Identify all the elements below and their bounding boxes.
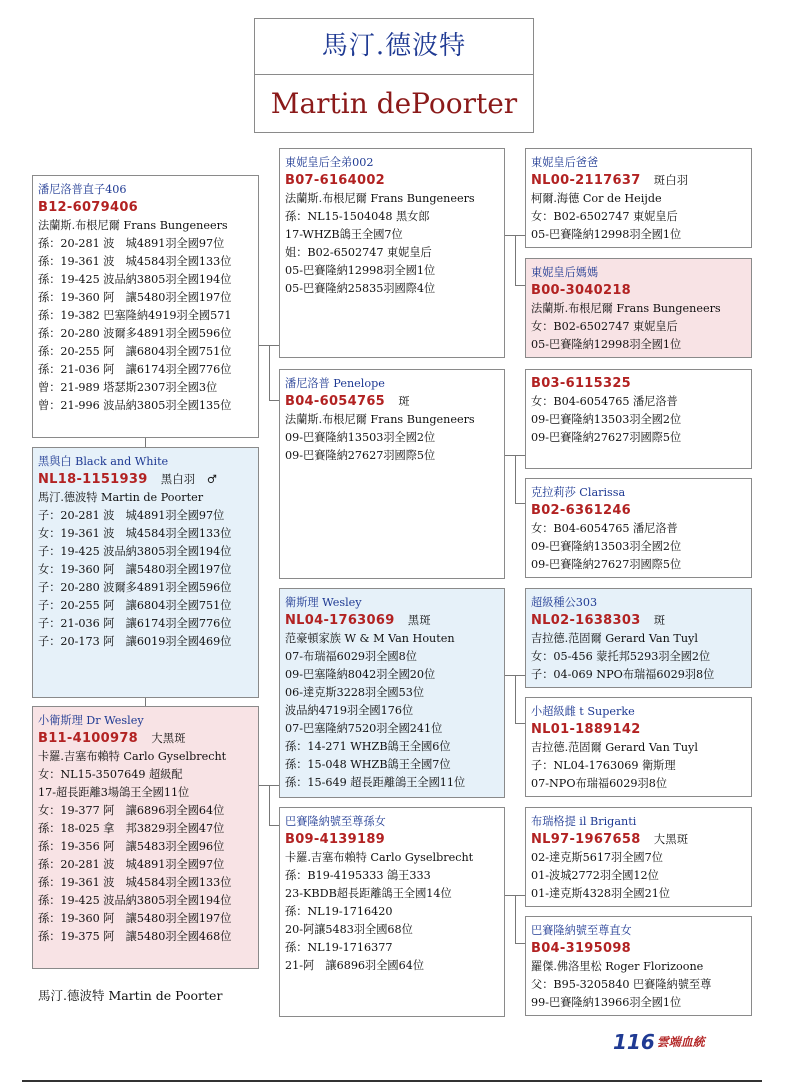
pedigree-line: 孫：NL19-1716377	[285, 941, 393, 954]
pedigree-card-dam-dam-sire	[525, 807, 752, 907]
title-chinese: 馬汀.德波特	[255, 19, 533, 75]
ring-number-row	[38, 730, 254, 748]
pedigree-line: 女：19-361 波 城4584羽全國133位	[38, 527, 232, 540]
ring-number-row	[285, 612, 500, 630]
pedigree-line: 孫：18-025 拿 邦3829羽全國47位	[38, 822, 225, 835]
pedigree-line: 孫：NL19-1716420	[285, 905, 393, 918]
pedigree-line: 女：NL15-3507649 超級配	[38, 768, 183, 781]
pedigree-line: 法蘭斯.布根尼爾 Frans Bungeneers	[38, 219, 228, 232]
pedigree-line: 女：B04-6054765 潘尼洛普	[531, 395, 678, 408]
pedigree-line: 09-巴賽隆納27627羽國際5位	[285, 449, 436, 462]
ring-number: B09-4139189	[285, 832, 386, 847]
pedigree-line: 柯爾.海德 Cor de Heijde	[531, 192, 662, 205]
pedigree-card-dam-dam	[279, 807, 505, 1017]
pigeon-name: 小超級雌 t Superke	[531, 705, 635, 718]
pedigree-card-sire-dam-dam	[525, 478, 752, 578]
pedigree-line: 女：05-456 蒙托邦5293羽全國2位	[531, 650, 711, 663]
pedigree-line: 孫：14-271 WHZB鴿王全國6位	[285, 740, 451, 753]
ring-number: B04-3195098	[531, 941, 632, 956]
owner-name: 馬汀.德波特 Martin de Poorter	[38, 988, 223, 1003]
ring-number: NL97-1967658	[531, 832, 641, 847]
pedigree-line: 09-巴賽隆納27627羽國際5位	[531, 558, 682, 571]
ring-number-row	[285, 831, 500, 849]
connector	[145, 438, 146, 447]
title-english: Martin dePoorter	[270, 87, 518, 120]
pedigree-line: 女：B02-6502747 東妮皇后	[531, 320, 678, 333]
ring-number-row	[531, 831, 747, 849]
connector	[515, 455, 516, 503]
pedigree-line: 吉拉德.范固爾 Gerard Van Tuyl	[531, 741, 698, 754]
pedigree-line: 羅傑.佛洛里松 Roger Florizoone	[531, 960, 704, 973]
feather-color: 黑斑	[407, 614, 431, 627]
pedigree-line: 09-巴賽隆納13503羽全國2位	[531, 413, 682, 426]
pedigree-card-sire-sire-dam	[525, 258, 752, 358]
ring-number: B12-6079406	[38, 200, 139, 215]
pigeon-name: 克拉莉莎 Clarissa	[531, 486, 626, 499]
pedigree-line: 父：B95-3205840 巴賽隆納號至尊	[531, 978, 712, 991]
bottom-divider	[22, 1080, 762, 1082]
pedigree-line: 曾：21-996 波品納3805羽全國135位	[38, 399, 232, 412]
pedigree-line: 孫：15-048 WHZB鴿王全國7位	[285, 758, 451, 771]
ring-number: B00-3040218	[531, 283, 632, 298]
connector	[515, 675, 516, 723]
connector	[269, 345, 270, 400]
pedigree-line: 06-達克斯3228羽全國53位	[285, 686, 425, 699]
pedigree-line: 05-巴賽隆納12998羽全國1位	[531, 338, 682, 351]
pedigree-line: 馬汀.德波特 Martin de Poorter	[38, 491, 204, 504]
pedigree-line: 孫：NL15-1504048 黑女郎	[285, 210, 430, 223]
feather-color: 黑白羽 ♂	[160, 473, 218, 486]
ring-number: NL00-2117637	[531, 173, 641, 188]
ring-number-row	[531, 612, 747, 630]
pedigree-line: 07-NPO布瑞福6029羽8位	[531, 777, 668, 790]
pedigree-line: 女：B04-6054765 潘尼洛普	[531, 522, 678, 535]
pedigree-line: 子：20-280 波爾多4891羽全國596位	[38, 581, 232, 594]
connector	[515, 285, 525, 286]
ring-number: B02-6361246	[531, 503, 632, 518]
pedigree-line: 17-WHZB鴿王全國7位	[285, 228, 403, 241]
pedigree-line: 09-巴賽隆納13503羽全國2位	[531, 540, 682, 553]
feather-color: 斑白羽	[653, 174, 689, 187]
pedigree-line: 姐：B02-6502747 東妮皇后	[285, 246, 432, 259]
connector	[515, 235, 516, 285]
pedigree-line: 卡羅.吉塞布賴特 Carlo Gyselbrecht	[285, 851, 474, 864]
pedigree-line: 孫：19-375 阿 讓5480羽全國468位	[38, 930, 232, 943]
ring-number: B07-6164002	[285, 173, 386, 188]
connector	[269, 785, 270, 825]
pigeon-name: 潘尼洛普直子406	[38, 183, 127, 196]
pedigree-line: 孫：19-361 波 城4584羽全國133位	[38, 255, 232, 268]
ring-number: B11-4100978	[38, 731, 139, 746]
pedigree-line: 孫：20-255 阿 讓6804羽全國751位	[38, 345, 232, 358]
pedigree-line: 02-達克斯5617羽全國7位	[531, 851, 663, 864]
pedigree-line: 20-阿讓5483羽全國68位	[285, 923, 413, 936]
pedigree-line: 05-巴賽隆納12998羽全國1位	[531, 228, 682, 241]
connector	[145, 698, 146, 706]
pedigree-line: 孫：19-356 阿 讓5483羽全國96位	[38, 840, 225, 853]
pedigree-line: 子：NL04-1763069 衛斯理	[531, 759, 676, 772]
ring-number-row	[531, 721, 747, 739]
feather-color: 斑	[653, 614, 666, 627]
pigeon-name: 超級種公303	[531, 596, 598, 609]
pigeon-name: 東妮皇后爸爸	[531, 156, 599, 169]
pedigree-line: 01-達克斯4328羽全國21位	[531, 887, 671, 900]
pedigree-line: 09-巴賽隆納13503羽全國2位	[285, 431, 436, 444]
pedigree-card-dam-sire-sire	[525, 588, 752, 688]
ring-number: NL01-1889142	[531, 722, 641, 737]
pedigree-line: 子：04-069 NPO布瑞福6029羽8位	[531, 668, 715, 681]
pigeon-name: 黑與白 Black and White	[38, 455, 169, 468]
connector	[269, 825, 279, 826]
pedigree-line: 孫：20-281 波 城4891羽全國97位	[38, 858, 225, 871]
pigeon-name: 潘尼洛普 Penelope	[285, 377, 385, 390]
logo-number: 116	[613, 1030, 655, 1054]
pedigree-line: 孫：20-280 波爾多4891羽全國596位	[38, 327, 232, 340]
pedigree-line: 孫：19-360 阿 讓5480羽全國197位	[38, 912, 232, 925]
feather-color: 大黑斑	[151, 732, 186, 745]
connector	[515, 503, 525, 504]
ring-number: NL18-1151939	[38, 472, 148, 487]
feather-color: 大黑斑	[653, 833, 689, 846]
pedigree-line: 女：B02-6502747 東妮皇后	[531, 210, 678, 223]
pedigree-line: 吉拉德.范固爾 Gerard Van Tuyl	[531, 632, 698, 645]
pedigree-card-sire	[32, 175, 259, 438]
pigeon-name: 布瑞格提 il Briganti	[531, 815, 637, 828]
ring-number-row	[38, 199, 254, 217]
pedigree-line: 孫：21-036 阿 讓6174羽全國776位	[38, 363, 232, 376]
pedigree-line: 孫：19-425 波品納3805羽全國194位	[38, 273, 232, 286]
pedigree-line: 曾：21-989 塔瑟斯2307羽全國3位	[38, 381, 218, 394]
pedigree-line: 07-布瑞福6029羽全國8位	[285, 650, 417, 663]
pedigree-line: 17-超長距離3場鴿王全國11位	[38, 786, 190, 799]
pedigree-line: 法蘭斯.布根尼爾 Frans Bungeneers	[285, 192, 475, 205]
pedigree-line: 孫：15-649 超長距離鴿王全國11位	[285, 776, 466, 789]
pedigree-line: 孫：19-361 波 城4584羽全國133位	[38, 876, 232, 889]
pedigree-card-dam	[32, 706, 259, 969]
pedigree-line: 子：20-281 波 城4891羽全國97位	[38, 509, 225, 522]
pedigree-line: 范豪頓家族 W & M Van Houten	[285, 632, 455, 645]
pedigree-card-sire-dam-sire	[525, 369, 752, 469]
connector	[515, 895, 516, 943]
pedigree-line: 子：20-255 阿 讓6804羽全國751位	[38, 599, 232, 612]
ring-number: B04-6054765	[285, 394, 386, 409]
pigeon-name: 東妮皇后全弟002	[285, 156, 374, 169]
pigeon-name: 衛斯理 Wesley	[285, 596, 362, 609]
ring-number: NL02-1638303	[531, 613, 641, 628]
pedigree-line: 09-巴塞隆納8042羽全國20位	[285, 668, 436, 681]
site-logo[interactable]	[613, 1030, 705, 1054]
pedigree-card-dam-sire-dam	[525, 697, 752, 797]
ring-number-row	[531, 375, 747, 393]
feather-color: 斑	[398, 395, 410, 408]
pedigree-line: 21-阿 讓6896羽全國64位	[285, 959, 425, 972]
pedigree-line: 波品納4719羽全國176位	[285, 704, 414, 717]
pedigree-line: 09-巴賽隆納27627羽國際5位	[531, 431, 682, 444]
pedigree-card-dam-dam-dam	[525, 916, 752, 1016]
pedigree-line: 孫：19-382 巴塞隆納4919羽全國571	[38, 309, 232, 322]
connector	[269, 400, 279, 401]
pedigree-line: 法蘭斯.布根尼爾 Frans Bungeneers	[531, 302, 721, 315]
pedigree-card-sire-sire-sire	[525, 148, 752, 248]
pigeon-name: 巴賽隆納號至尊直女	[531, 924, 632, 937]
pedigree-line: 孫：20-281 波 城4891羽全國97位	[38, 237, 225, 250]
ring-number-row	[531, 502, 747, 520]
pedigree-line: 07-巴塞隆納7520羽全國241位	[285, 722, 443, 735]
connector	[515, 723, 525, 724]
pedigree-line: 卡羅.吉塞布賴特 Carlo Gyselbrecht	[38, 750, 227, 763]
pedigree-line: 法蘭斯.布根尼爾 Frans Bungeneers	[285, 413, 475, 426]
pigeon-name: 東妮皇后媽媽	[531, 266, 599, 279]
pedigree-card-subject	[32, 447, 259, 698]
pedigree-line: 子：21-036 阿 讓6174羽全國776位	[38, 617, 232, 630]
pedigree-line: 子：19-425 波品納3805羽全國194位	[38, 545, 232, 558]
pedigree-line: 05-巴賽隆納12998羽全國1位	[285, 264, 436, 277]
pedigree-line: 子：20-173 阿 讓6019羽全國469位	[38, 635, 232, 648]
pedigree-line: 孫：19-360 阿 讓5480羽全國197位	[38, 291, 232, 304]
pedigree-card-sire-dam	[279, 369, 505, 579]
ring-number-row	[531, 940, 747, 958]
pedigree-card-sire-sire	[279, 148, 505, 358]
pedigree-line: 01-波城2772羽全國12位	[531, 869, 659, 882]
pedigree-card-dam-sire	[279, 588, 505, 798]
pedigree-line: 05-巴賽隆納25835羽國際4位	[285, 282, 436, 295]
pigeon-name: 巴賽隆納號至尊孫女	[285, 815, 386, 828]
ring-number-row	[285, 393, 500, 411]
ring-number-row	[531, 172, 747, 190]
pigeon-name: 小衛斯理 Dr Wesley	[38, 714, 144, 727]
pedigree-line: 23-KBDB超長距離鴿王全國14位	[285, 887, 452, 900]
title-box	[254, 18, 534, 133]
ring-number-row	[531, 282, 747, 300]
pedigree-line: 女：19-377 阿 讓6896羽全國64位	[38, 804, 225, 817]
logo-text: 雲端血統	[656, 1035, 705, 1049]
ring-number: NL04-1763069	[285, 613, 395, 628]
connector	[515, 943, 525, 944]
pedigree-line: 99-巴賽隆納13966羽全國1位	[531, 996, 682, 1009]
pedigree-line: 孫：B19-4195333 鴿王333	[285, 869, 431, 882]
pedigree-line: 女：19-360 阿 讓5480羽全國197位	[38, 563, 232, 576]
ring-number-row	[285, 172, 500, 190]
ring-number-row	[38, 471, 254, 489]
pedigree-line: 孫：19-425 波品納3805羽全國194位	[38, 894, 232, 907]
ring-number: B03-6115325	[531, 376, 632, 391]
